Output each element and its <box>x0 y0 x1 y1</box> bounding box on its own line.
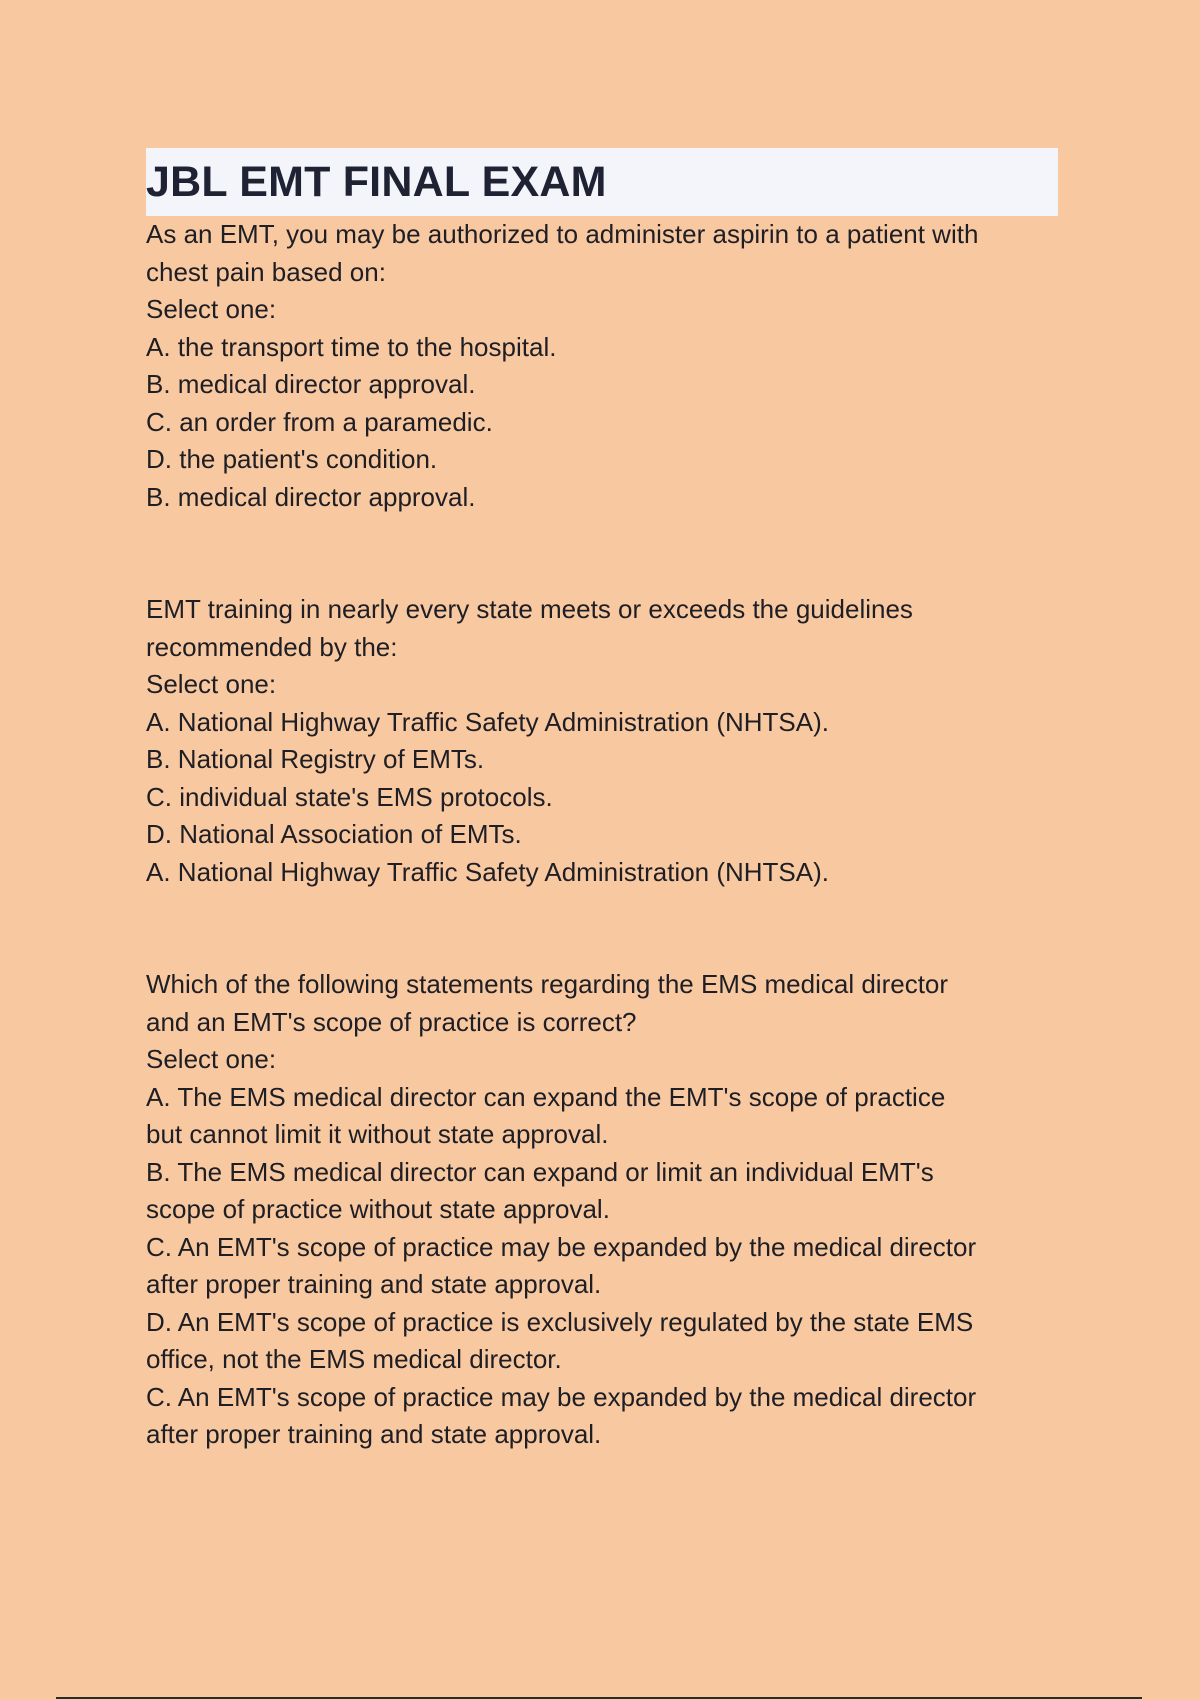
question-3-select-one: Select one: <box>146 1044 277 1074</box>
question-1-option-b: B. medical director approval. <box>146 369 476 399</box>
question-1-option-c: C. an order from a paramedic. <box>146 406 493 437</box>
question-2-option-a: A. National Highway Traffic Safety Administration (NHTSA). <box>146 706 829 737</box>
question-2-option-c: C. individual state's EMS protocols. <box>146 781 553 812</box>
question-3-option-a-line-2: but cannot limit it without state approval. <box>146 1119 609 1149</box>
question-2-prompt-line-2: recommended by the: <box>146 631 398 662</box>
question-3-option-a-line-1: A. The EMS medical director can expand the EMT's scope of practice <box>146 1081 946 1112</box>
question-1 <box>146 216 1058 516</box>
question-2-option-b: B. National Registry of EMTs. <box>146 744 485 774</box>
question-2-option-d: D. National Association of EMTs. <box>146 819 522 849</box>
question-2-select-one: Select one: <box>146 669 277 699</box>
question-3-option-b-line-1: B. The EMS medical director can expand or limit an individual EMT's <box>146 1156 934 1187</box>
page-title: JBL EMT FINAL EXAM <box>146 157 607 206</box>
question-3 <box>146 966 1058 1454</box>
question-2-prompt-line-1: EMT training in nearly every state meets or exceeds the guidelines <box>146 594 913 624</box>
question-3-option-c-line-2: after proper training and state approval. <box>146 1269 602 1299</box>
question-3-answer-line-1: C. An EMT's scope of practice may be expanded by the medical director <box>146 1381 977 1412</box>
question-1-prompt-line-2: chest pain based on: <box>146 256 386 287</box>
question-3-answer-line-2: after proper training and state approval. <box>146 1419 602 1449</box>
question-3-option-c-line-1: C. An EMT's scope of practice may be expanded by the medical director <box>146 1231 977 1262</box>
question-3-prompt-line-1: Which of the following statements regarding the EMS medical director <box>146 969 949 999</box>
question-3-option-d-line-1: D. An EMT's scope of practice is exclusively regulated by the state EMS <box>146 1306 974 1337</box>
question-3-prompt-line-2: and an EMT's scope of practice is correct? <box>146 1006 637 1037</box>
question-3-option-d-line-2: office, not the EMS medical director. <box>146 1344 562 1374</box>
bottom-divider <box>56 1697 1142 1699</box>
question-1-option-a: A. the transport time to the hospital. <box>146 331 557 362</box>
question-2-answer: A. National Highway Traffic Safety Administration (NHTSA). <box>146 856 829 887</box>
title-bar <box>146 148 1058 216</box>
question-1-option-d: D. the patient's condition. <box>146 444 438 474</box>
question-2 <box>146 591 1058 891</box>
question-1-select-one: Select one: <box>146 294 277 324</box>
question-3-option-b-line-2: scope of practice without state approval. <box>146 1194 610 1224</box>
question-1-answer: B. medical director approval. <box>146 481 476 512</box>
document-page <box>146 148 1058 1454</box>
question-1-prompt-line-1: As an EMT, you may be authorized to administer aspirin to a patient with <box>146 219 979 249</box>
